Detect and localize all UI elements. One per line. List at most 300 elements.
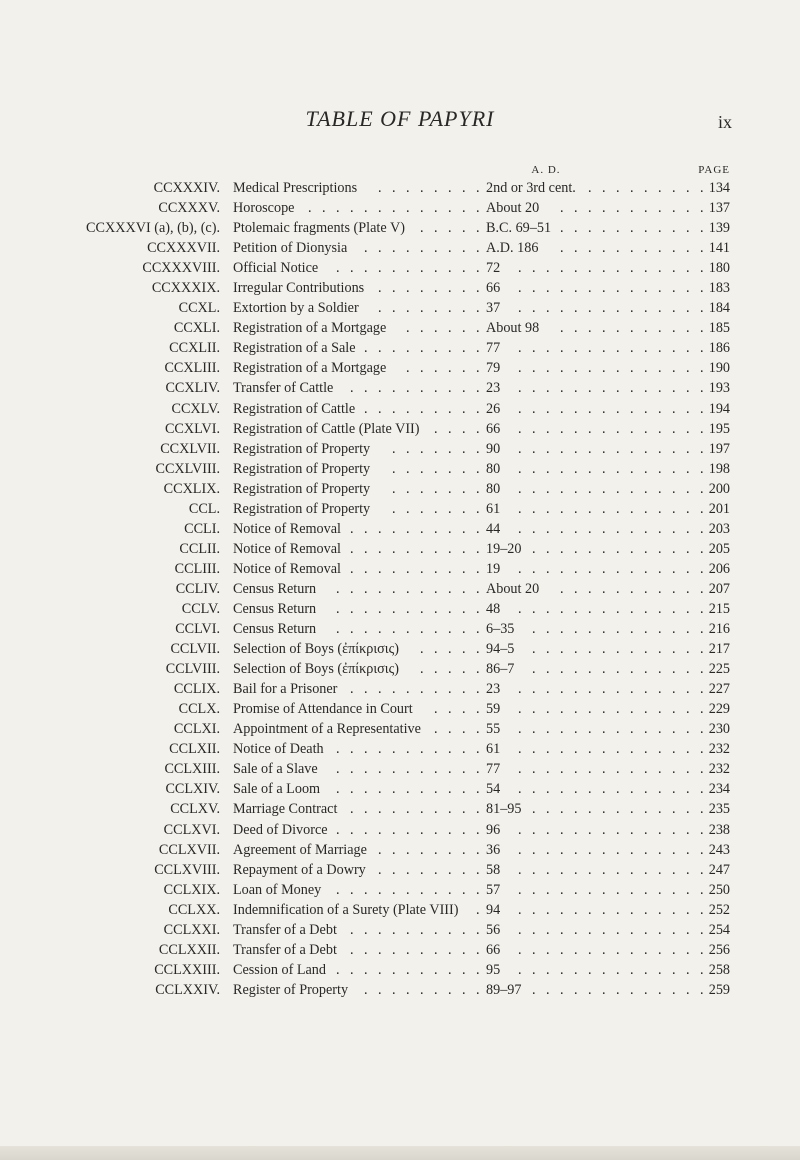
papyrus-number: CCLIV. — [175, 580, 220, 597]
leader-dot: . — [700, 380, 704, 397]
leader-dot: . — [434, 661, 438, 678]
leader-dot: . — [588, 360, 592, 377]
papyrus-number: CCXXXVIII. — [142, 260, 220, 277]
papyrus-date: 79 — [486, 360, 501, 377]
leader-dot: . — [672, 841, 676, 858]
date-column-heading: A. D. — [531, 164, 561, 176]
papyrus-title: Deed of Divorce — [233, 821, 328, 838]
leader-dot: . — [350, 520, 354, 537]
leader-dot: . — [476, 480, 480, 497]
leader-dot: . — [630, 621, 634, 638]
leader-dot: . — [616, 280, 620, 297]
leader-dot: . — [574, 781, 578, 798]
leader-dot: . — [560, 560, 564, 577]
leader-dot: . — [546, 641, 550, 658]
leader-dot: . — [518, 761, 522, 778]
leader-dot: . — [532, 540, 536, 557]
leader-dot: . — [476, 420, 480, 437]
leader-dot: . — [462, 520, 466, 537]
leader-dot: . — [602, 220, 606, 237]
leader-dot: . — [448, 801, 452, 818]
leader-dot: . — [420, 821, 424, 838]
leader-dot: . — [448, 360, 452, 377]
leader-dot: . — [588, 220, 592, 237]
leader-dot: . — [546, 300, 550, 317]
leader-dot: . — [406, 741, 410, 758]
page-bottom-edge — [0, 1146, 800, 1160]
leader-dot: . — [644, 861, 648, 878]
leader-dot: . — [616, 701, 620, 718]
leader-dot: . — [420, 881, 424, 898]
leader-dot: . — [546, 901, 550, 918]
leader-dot: . — [700, 360, 704, 377]
leader-dot: . — [518, 901, 522, 918]
leader-dot: . — [658, 941, 662, 958]
table-row — [0, 399, 800, 419]
leader-dot: . — [392, 821, 396, 838]
leader-dot: . — [574, 500, 578, 517]
leader-dot: . — [434, 520, 438, 537]
leader-dot: . — [672, 861, 676, 878]
leader-dot: . — [602, 560, 606, 577]
leader-dot: . — [420, 320, 424, 337]
leader-dot: . — [630, 340, 634, 357]
leader-dot: . — [644, 460, 648, 477]
leader-dot: . — [476, 280, 480, 297]
table-row — [0, 860, 800, 880]
leader-dot: . — [378, 941, 382, 958]
leader-dot: . — [364, 600, 368, 617]
leader-dot: . — [364, 681, 368, 698]
leader-dot: . — [630, 781, 634, 798]
leader-dot: . — [616, 500, 620, 517]
papyrus-title: Notice of Removal — [233, 540, 341, 557]
leader-dot: . — [476, 941, 480, 958]
leader-dot: . — [434, 560, 438, 577]
leader-dot: . — [602, 420, 606, 437]
leader-dot: . — [616, 721, 620, 738]
leader-dot: . — [546, 420, 550, 437]
leader-dot: . — [616, 480, 620, 497]
leader-dot: . — [686, 721, 690, 738]
leader-dot: . — [518, 560, 522, 577]
leader-dot: . — [686, 821, 690, 838]
leader-dot: . — [686, 260, 690, 277]
leader-dot: . — [630, 881, 634, 898]
leader-dot: . — [350, 681, 354, 698]
leader-dot: . — [532, 520, 536, 537]
leader-dot: . — [602, 981, 606, 998]
leader-dot: . — [588, 540, 592, 557]
leader-dot: . — [448, 701, 452, 718]
leader-dot: . — [546, 881, 550, 898]
leader-dot: . — [700, 540, 704, 557]
leader-dot: . — [448, 240, 452, 257]
leader-dot: . — [658, 841, 662, 858]
leader-dot: . — [574, 761, 578, 778]
leader-dot: . — [588, 661, 592, 678]
leader-dot: . — [644, 320, 648, 337]
papyrus-number: CCLXIII. — [164, 761, 220, 778]
leader-dot: . — [700, 240, 704, 257]
leader-dot: . — [672, 180, 676, 196]
leader-dot: . — [336, 821, 340, 838]
leader-dot: . — [532, 280, 536, 297]
papyrus-date: 48 — [486, 600, 501, 617]
leader-dot: . — [602, 861, 606, 878]
leader-dot: . — [686, 921, 690, 938]
papyrus-date: 6–35 — [486, 621, 515, 638]
leader-dot: . — [616, 861, 620, 878]
leader-dot: . — [350, 741, 354, 758]
leader-dot: . — [462, 841, 466, 858]
leader-dot: . — [588, 340, 592, 357]
leader-dot: . — [532, 380, 536, 397]
leader-dot: . — [574, 480, 578, 497]
leader-dot: . — [462, 861, 466, 878]
leader-dot: . — [420, 460, 424, 477]
leader-dot: . — [434, 621, 438, 638]
leader-dot: . — [616, 600, 620, 617]
table-row — [0, 639, 800, 659]
papyrus-date: 44 — [486, 520, 501, 537]
leader-dot: . — [406, 681, 410, 698]
papyrus-number: CCXXXVII. — [147, 240, 220, 257]
leader-dot: . — [630, 500, 634, 517]
leader-dot: . — [630, 440, 634, 457]
leader-dot: . — [434, 761, 438, 778]
leader-dot: . — [574, 440, 578, 457]
leader-dot: . — [686, 220, 690, 237]
leader-dot: . — [574, 641, 578, 658]
leader-dot: . — [364, 881, 368, 898]
leader-dot: . — [602, 921, 606, 938]
papyrus-number: CCXLIII. — [164, 360, 220, 377]
page-number: ix — [718, 112, 733, 132]
leader-dot: . — [476, 400, 480, 417]
leader-dot: . — [588, 240, 592, 257]
leader-dot: . — [672, 460, 676, 477]
leader-dot: . — [644, 661, 648, 678]
leader-dot: . — [588, 701, 592, 718]
papyrus-title: Petition of Dionysia — [233, 240, 348, 257]
leader-dot: . — [532, 961, 536, 978]
leader-dot: . — [378, 921, 382, 938]
leader-dot: . — [644, 681, 648, 698]
leader-dot: . — [602, 240, 606, 257]
leader-dot: . — [658, 600, 662, 617]
leader-dot: . — [532, 761, 536, 778]
leader-dot: . — [574, 981, 578, 998]
leader-dot: . — [602, 941, 606, 958]
papyrus-title: Census Return — [233, 600, 317, 617]
leader-dot: . — [644, 400, 648, 417]
page-reference: 227 — [708, 681, 730, 698]
leader-dot: . — [532, 721, 536, 738]
leader-dot: . — [392, 400, 396, 417]
leader-dot: . — [588, 500, 592, 517]
leader-dot: . — [350, 260, 354, 277]
leader-dot: . — [392, 600, 396, 617]
leader-dot: . — [532, 621, 536, 638]
leader-dot: . — [532, 600, 536, 617]
leader-dot: . — [476, 600, 480, 617]
leader-dot: . — [406, 921, 410, 938]
leader-dot: . — [602, 821, 606, 838]
leader-dot: . — [350, 781, 354, 798]
papyrus-title: Transfer of a Debt — [233, 921, 337, 938]
leader-dot: . — [448, 300, 452, 317]
leader-dot: . — [434, 580, 438, 597]
leader-dot: . — [476, 200, 480, 217]
leader-dot: . — [336, 260, 340, 277]
leader-dot: . — [378, 400, 382, 417]
page-reference: 137 — [708, 200, 730, 217]
leader-dot: . — [602, 500, 606, 517]
papyrus-number: CCLXXIV. — [155, 981, 220, 998]
leader-dot: . — [448, 841, 452, 858]
leader-dot: . — [700, 280, 704, 297]
leader-dot: . — [672, 280, 676, 297]
leader-dot: . — [434, 941, 438, 958]
leader-dot: . — [644, 540, 648, 557]
leader-dot: . — [644, 240, 648, 257]
papyrus-date: 26 — [486, 400, 501, 417]
page-reference: 197 — [708, 440, 730, 457]
leader-dot: . — [560, 240, 564, 257]
leader-dot: . — [686, 580, 690, 597]
leader-dot: . — [448, 200, 452, 217]
leader-dot: . — [364, 380, 368, 397]
papyrus-title: Irregular Contributions — [233, 280, 365, 297]
leader-dot: . — [686, 901, 690, 918]
papyrus-number: CCXLV. — [171, 400, 220, 417]
leader-dot: . — [462, 180, 466, 196]
leader-dot: . — [364, 200, 368, 217]
leader-dot: . — [378, 841, 382, 858]
leader-dot: . — [476, 180, 480, 196]
leader-dot: . — [644, 280, 648, 297]
leader-dot: . — [616, 661, 620, 678]
leader-dot: . — [560, 500, 564, 517]
leader-dot: . — [644, 641, 648, 658]
leader-dot: . — [518, 681, 522, 698]
leader-dot: . — [462, 781, 466, 798]
table-row — [0, 759, 800, 779]
leader-dot: . — [448, 961, 452, 978]
leader-dot: . — [560, 961, 564, 978]
leader-dot: . — [406, 861, 410, 878]
papyrus-date: 58 — [486, 861, 501, 878]
leader-dot: . — [630, 560, 634, 577]
papyrus-number: CCXXXIX. — [151, 280, 220, 297]
leader-dot: . — [392, 981, 396, 998]
leader-dot: . — [616, 320, 620, 337]
papyrus-number: CCLXVIII. — [154, 861, 220, 878]
leader-dot: . — [546, 500, 550, 517]
leader-dot: . — [532, 841, 536, 858]
leader-dot: . — [434, 600, 438, 617]
leader-dot: . — [476, 661, 480, 678]
leader-dot: . — [700, 180, 704, 196]
leader-dot: . — [476, 721, 480, 738]
leader-dot: . — [672, 761, 676, 778]
leader-dot: . — [392, 540, 396, 557]
leader-dot: . — [434, 460, 438, 477]
leader-dot: . — [546, 741, 550, 758]
leader-dot: . — [462, 621, 466, 638]
leader-dot: . — [532, 560, 536, 577]
leader-dot: . — [406, 380, 410, 397]
leader-dot: . — [574, 841, 578, 858]
leader-dot: . — [560, 621, 564, 638]
papyrus-title: Notice of Removal — [233, 560, 341, 577]
leader-dot: . — [392, 841, 396, 858]
leader-dot: . — [686, 841, 690, 858]
leader-dot: . — [560, 661, 564, 678]
papyrus-number: CCLV. — [181, 600, 220, 617]
leader-dot: . — [476, 621, 480, 638]
papyrus-title: Registration of a Mortgage — [233, 320, 387, 337]
leader-dot: . — [518, 480, 522, 497]
papyrus-number: CCXXXV. — [158, 200, 220, 217]
leader-dot: . — [364, 821, 368, 838]
leader-dot: . — [434, 200, 438, 217]
leader-dot: . — [350, 921, 354, 938]
leader-dot: . — [546, 801, 550, 818]
leader-dot: . — [672, 300, 676, 317]
leader-dot: . — [588, 921, 592, 938]
leader-dot: . — [406, 621, 410, 638]
leader-dot: . — [392, 881, 396, 898]
leader-dot: . — [532, 981, 536, 998]
page-reference: 198 — [708, 460, 730, 477]
leader-dot: . — [588, 621, 592, 638]
leader-dot: . — [672, 580, 676, 597]
leader-dot: . — [672, 741, 676, 758]
leader-dot: . — [658, 440, 662, 457]
table-row — [0, 980, 800, 1000]
papyrus-title: Registration of a Sale — [233, 340, 356, 357]
leader-dot: . — [462, 921, 466, 938]
table-row — [0, 940, 800, 960]
page-reference: 203 — [708, 520, 730, 537]
leader-dot: . — [448, 881, 452, 898]
leader-dot: . — [476, 921, 480, 938]
leader-dot: . — [630, 841, 634, 858]
leader-dot: . — [462, 420, 466, 437]
leader-dot: . — [336, 781, 340, 798]
leader-dot: . — [350, 540, 354, 557]
leader-dot: . — [560, 520, 564, 537]
leader-dot: . — [406, 480, 410, 497]
table-row — [0, 719, 800, 739]
leader-dot: . — [630, 320, 634, 337]
leader-dot: . — [700, 260, 704, 277]
leader-dot: . — [672, 200, 676, 217]
leader-dot: . — [476, 701, 480, 718]
leader-dot: . — [658, 801, 662, 818]
papyrus-title: Registration of Property — [233, 500, 371, 517]
leader-dot: . — [644, 180, 648, 196]
papyrus-number: CCLXXIII. — [154, 961, 220, 978]
leader-dot: . — [364, 240, 368, 257]
leader-dot: . — [588, 721, 592, 738]
leader-dot: . — [434, 981, 438, 998]
leader-dot: . — [434, 340, 438, 357]
page-reference: 230 — [708, 721, 730, 738]
leader-dot: . — [672, 881, 676, 898]
leader-dot: . — [616, 540, 620, 557]
leader-dot: . — [686, 761, 690, 778]
leader-dot: . — [308, 200, 312, 217]
papyrus-date: 66 — [486, 420, 501, 437]
leader-dot: . — [630, 661, 634, 678]
leader-dot: . — [658, 921, 662, 938]
leader-dot: . — [574, 721, 578, 738]
leader-dot: . — [406, 981, 410, 998]
leader-dot: . — [532, 300, 536, 317]
leader-dot: . — [420, 941, 424, 958]
leader-dot: . — [560, 901, 564, 918]
leader-dot: . — [546, 360, 550, 377]
table-row — [0, 378, 800, 398]
table-row — [0, 519, 800, 539]
leader-dot: . — [602, 801, 606, 818]
leader-dot: . — [448, 981, 452, 998]
leader-dot: . — [518, 781, 522, 798]
leader-dot: . — [644, 600, 648, 617]
leader-dot: . — [658, 500, 662, 517]
leader-dot: . — [560, 841, 564, 858]
papyrus-number: CCXXXVI (a), (b), (c). — [86, 220, 220, 237]
leader-dot: . — [336, 200, 340, 217]
papyrus-title: Ptolemaic fragments (Plate V) — [233, 220, 405, 237]
leader-dot: . — [658, 821, 662, 838]
leader-dot: . — [658, 420, 662, 437]
leader-dot: . — [420, 621, 424, 638]
leader-dot: . — [616, 781, 620, 798]
leader-dot: . — [462, 560, 466, 577]
papyrus-number: CCLXVI. — [163, 821, 220, 838]
leader-dot: . — [392, 621, 396, 638]
leader-dot: . — [602, 701, 606, 718]
leader-dot: . — [350, 941, 354, 958]
leader-dot: . — [588, 480, 592, 497]
leader-dot: . — [350, 600, 354, 617]
leader-dot: . — [588, 981, 592, 998]
papyrus-title: Appointment of a Representative — [233, 721, 421, 738]
leader-dot: . — [462, 480, 466, 497]
leader-dot: . — [420, 921, 424, 938]
leader-dot: . — [406, 881, 410, 898]
papyrus-title: Bail for a Prisoner — [233, 681, 338, 698]
leader-dot: . — [518, 741, 522, 758]
leader-dot: . — [546, 380, 550, 397]
leader-dot: . — [560, 861, 564, 878]
papyrus-number: CCXXXIV. — [153, 180, 220, 196]
leader-dot: . — [350, 200, 354, 217]
leader-dot: . — [700, 641, 704, 658]
leader-dot: . — [462, 881, 466, 898]
leader-dot: . — [546, 701, 550, 718]
table-row — [0, 539, 800, 559]
papyrus-number: CCLXVII. — [158, 841, 220, 858]
leader-dot: . — [420, 400, 424, 417]
page-reference: 206 — [708, 560, 730, 577]
leader-dot: . — [532, 420, 536, 437]
leader-dot: . — [462, 500, 466, 517]
